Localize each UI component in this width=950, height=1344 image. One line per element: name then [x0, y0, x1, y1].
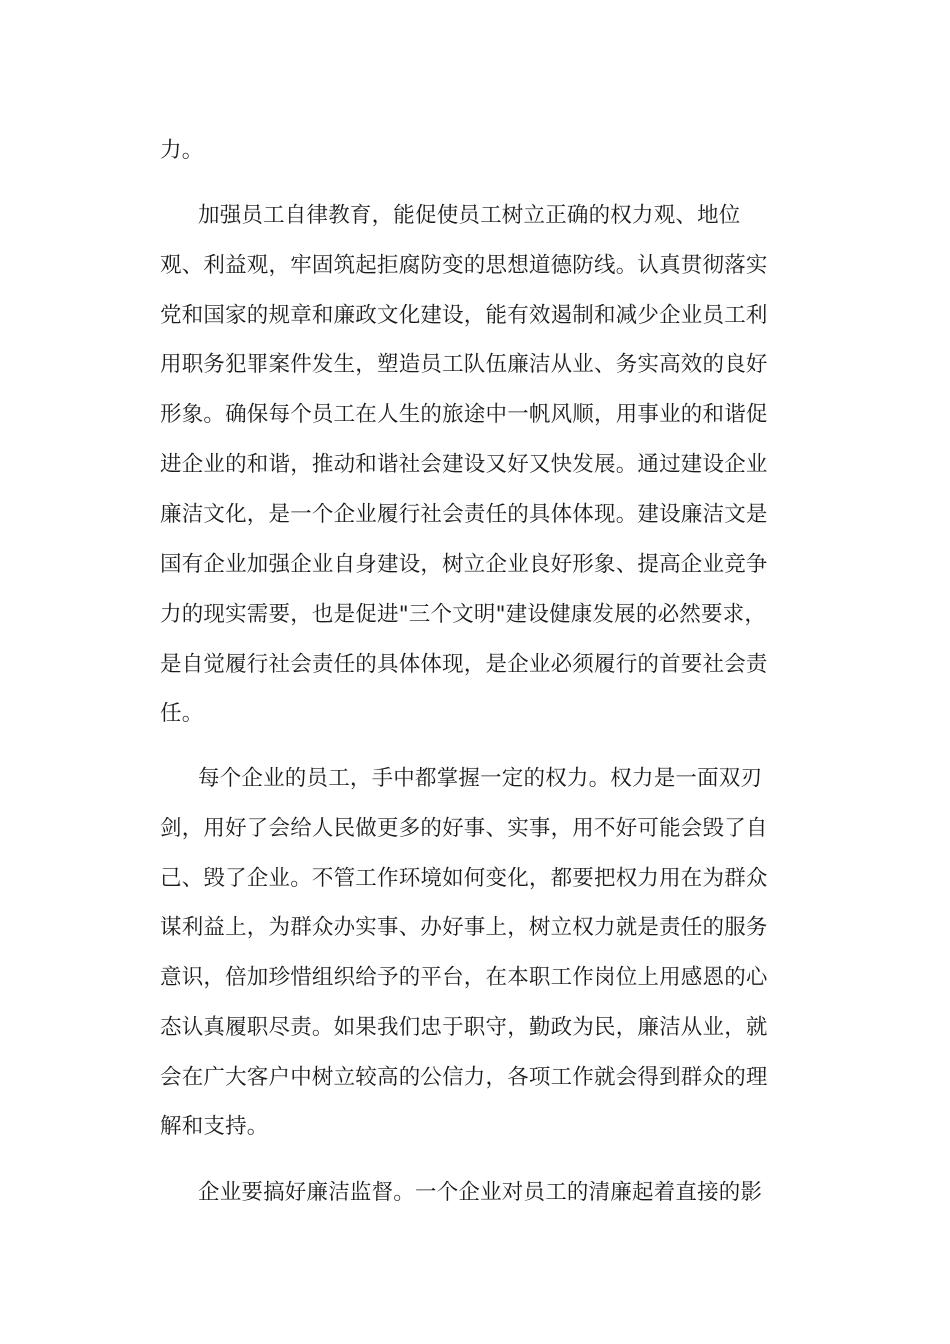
paragraph-line: 每个企业的员工，手中都掌握一定的权力。权力是一面双刃 — [198, 766, 763, 791]
paragraph-line: 解和支持。 — [160, 1114, 269, 1139]
paragraph-line: 力的现实需要，也是促进"三个文明"建设健康发展的必然要求， — [160, 602, 767, 627]
paragraph-line: 意识，倍加珍惜组织给予的平台，在本职工作岗位上用感恩的心 — [160, 965, 768, 990]
paragraph-line: 态认真履职尽责。如果我们忠于职守，勤政为民，廉洁从业，就 — [160, 1015, 768, 1040]
paragraph-line: 剑，用好了会给人民做更多的好事、实事，用不好可能会毁了自 — [160, 816, 768, 841]
paragraph-line: 任。 — [160, 701, 204, 726]
paragraph-line: 己、毁了企业。不管工作环境如何变化，都要把权力用在为群众 — [160, 866, 768, 891]
paragraph-line: 国有企业加强企业自身建设，树立企业良好形象、提高企业竞争 — [160, 552, 768, 577]
paragraph-line: 观、利益观，牢固筑起拒腐防变的思想道德防线。认真贯彻落实 — [160, 253, 768, 278]
paragraph-line: 加强员工自律教育，能促使员工树立正确的权力观、地位 — [198, 203, 741, 228]
paragraph-line: 力。 — [160, 138, 204, 163]
paragraph-line: 党和国家的规章和廉政文化建设，能有效遏制和减少企业员工利 — [160, 303, 768, 328]
paragraph-line: 用职务犯罪案件发生，塑造员工队伍廉洁从业、务实高效的良好 — [160, 352, 768, 377]
paragraph-line: 会在广大客户中树立较高的公信力，各项工作就会得到群众的理 — [160, 1065, 768, 1090]
paragraph-line: 廉洁文化，是一个企业履行社会责任的具体体现。建设廉洁文是 — [160, 502, 768, 527]
paragraph-line: 谋利益上，为群众办实事、办好事上，树立权力就是责任的服务 — [160, 915, 768, 940]
paragraph-line: 形象。确保每个员工在人生的旅途中一帆风顺，用事业的和谐促 — [160, 402, 768, 427]
paragraph-line: 企业要搞好廉洁监督。一个企业对员工的清廉起着直接的影 — [198, 1180, 763, 1205]
paragraph-line: 进企业的和谐，推动和谐社会建设又好又快发展。通过建设企业 — [160, 452, 768, 477]
paragraph-line: 是自觉履行社会责任的具体体现，是企业必须履行的首要社会责 — [160, 652, 768, 677]
